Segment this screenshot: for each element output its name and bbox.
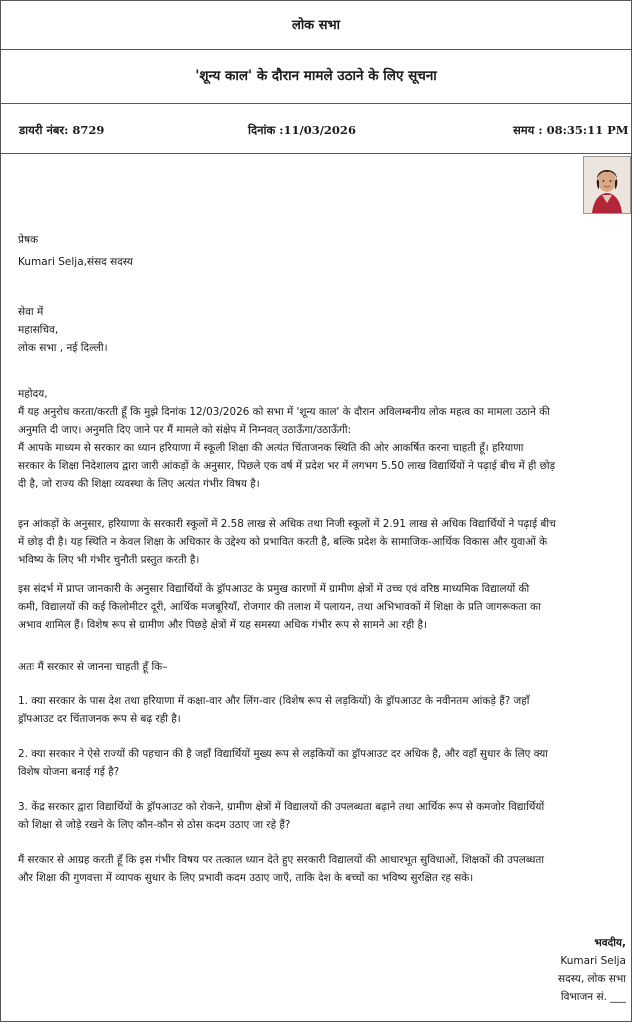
question-line: 1. क्या सरकार के पास देश तथा हरियाणा में कक्षा-वार और लिंग-वार (विशेष रूप से लड़कियों) के ड्रॉपआउट के नवीनतम आंकड़े हैं? जहाँ [18,695,530,707]
member-photo [583,156,631,214]
intro-line: दी है, जो राज्य की शिक्षा व्यवस्था के लिए अत्यंत गंभीर विषय है। [18,478,260,490]
meta-row [1,103,631,154]
recipient-line-3: लोक सभा , नई दिल्ली। [18,342,108,354]
recipient-line-2: महासचिव, [18,324,59,336]
signature-yours: भवदीय, [594,937,626,949]
question-line: विशेष योजना बनाई गई है? [18,766,120,778]
paragraph-line: इस संदर्भ में प्राप्त जानकारी के अनुसार विद्यार्थियों के ड्रॉपआउट के प्रमुख कारणों में ग्रामीण क्षेत्रों में उच्च एवं वरिष्ठ माध्यमिक विद्यालयों की [18,583,530,595]
salutation: महोदय, [18,388,48,400]
closing-line: और शिक्षा की गुणवत्ता में व्यापक सुधार के लिए प्रभावी कदम उठाए जाएँ, ताकि देश के बच्चों का भविष्य सुरक्षित रह सके। [18,872,474,884]
notice-title-row [1,49,631,104]
question-lead: अतः मैं सरकार से जानना चाहती हूँ कि– [18,661,168,673]
paragraph-line: कमी, विद्यालयों की कई किलोमीटर दूरी, आर्थिक मजबूरियाँ, रोजगार की तलाश में पलायन, तथा अभिभावकों में शिक्षा के प्रति जागरूकता का [18,601,541,613]
signature-name: Kumari Selja [560,955,626,967]
sender-label: प्रेषक [18,234,39,246]
paragraph-line: अभाव शामिल हैं। विशेष रूप से ग्रामीण और पिछड़े क्षेत्रों में यह समस्या अधिक गंभीर रूप से सामने आ रही है। [18,619,427,631]
question-line: 3. केंद्र सरकार द्वारा विद्यार्थियों के ड्रॉपआउट को रोकने, ग्रामीण क्षेत्रों में विद्यालयों की उपलब्धता बढ़ाने तथा आर्थिक रूप से कमजोर विद्यार्थियों [18,801,545,813]
intro-line: अनुमति दी जाए। अनुमति दिए जाने पर मैं मामले को संक्षेप में निम्नवत् उठाऊँगा/उठाऊँगी: [18,424,352,436]
paragraph-line: में छोड़ दी है। यह स्थिति न केवल शिक्षा के अधिकार के उद्देश्य को प्रभावित करती है, बल्कि प्रदेश के सामाजिक-आर्थिक विकास और युवाओं के [18,536,548,548]
signature-division: विभाजन सं. ___ [560,991,626,1003]
sender-block [18,231,632,271]
question-line: को शिक्षा से जोड़े रखने के लिए कौन-कौन से ठोस कदम उठाए जा रहे हैं? [18,819,291,831]
house-title: लोक सभा [292,18,340,33]
intro-line: मैं आपके माध्यम से सरकार का ध्यान हरियाणा में स्कूली शिक्षा की अत्यंत चिंताजनक स्थिति की ओर आकर्षित करना चाहती हूँ। हरियाणा [18,442,524,454]
question-2 [18,745,632,781]
notice-title: 'शून्य काल' के दौरान मामले उठाने के लिए सूचना [195,68,437,84]
notice-time: समय : 08:35:11 PM [513,123,629,137]
recipient-block [18,303,632,357]
house-header [1,1,631,50]
signature-designation: सदस्य, लोक सभा [558,973,626,985]
paragraph-line: भविष्य के लिए भी गंभीर चुनौती प्रस्तुत करती है। [18,554,200,566]
closing-paragraph [18,851,632,887]
sender-name: Kumari Selja,संसद सदस्य [18,256,133,268]
question-line: ड्रॉपआउट दर चिंताजनक रूप से बढ़ रही है। [18,713,181,725]
diary-number: डायरी नंबर: 8729 [19,123,105,137]
intro-line: मैं यह अनुरोध करता/करती हूँ कि मुझे दिनांक 12/03/2026 को सभा में 'शून्य काल' के दौरान अविलम्बनीय लोक महत्व का मामला उठाने की [18,406,550,418]
paragraph-line: इन आंकड़ों के अनुसार, हरियाणा के सरकारी स्कूलों में 2.58 लाख से अधिक तथा निजी स्कूलों में 2.91 लाख से अधिक विद्यार्थियों ने पढ़ाई बीच [18,518,556,530]
signature-block [558,934,626,1006]
question-line: 2. क्या सरकार ने ऐसे राज्यों की पहचान की है जहाँ विद्यार्थियों मुख्य रूप से लड़कियों का ड्रॉपआउट दर अधिक है, और वहाँ सुधार के लिए क्या [18,748,548,760]
paragraph-2 [18,515,632,569]
question-3 [18,798,632,834]
intro-line: सरकार के शिक्षा निदेशालय द्वारा जारी आंकड़ों के अनुसार, पिछले एक वर्ष में प्रदेश भर में लगभग 5.50 लाख विद्यार्थियों ने पढ़ाई बीच में ही छोड़ [18,460,556,472]
paragraph-3 [18,580,632,634]
notice-date: दिनांक :11/03/2026 [248,123,356,137]
closing-line: मैं सरकार से आग्रह करती हूँ कि इस गंभीर विषय पर तत्काल ध्यान देते हुए सरकारी विद्यालयों की आधारभूत सुविधाओं, शिक्षकों की उपलब्धता [18,854,545,866]
letter-intro [18,385,632,493]
question-1 [18,692,632,728]
recipient-line-1: सेवा में [18,306,44,318]
